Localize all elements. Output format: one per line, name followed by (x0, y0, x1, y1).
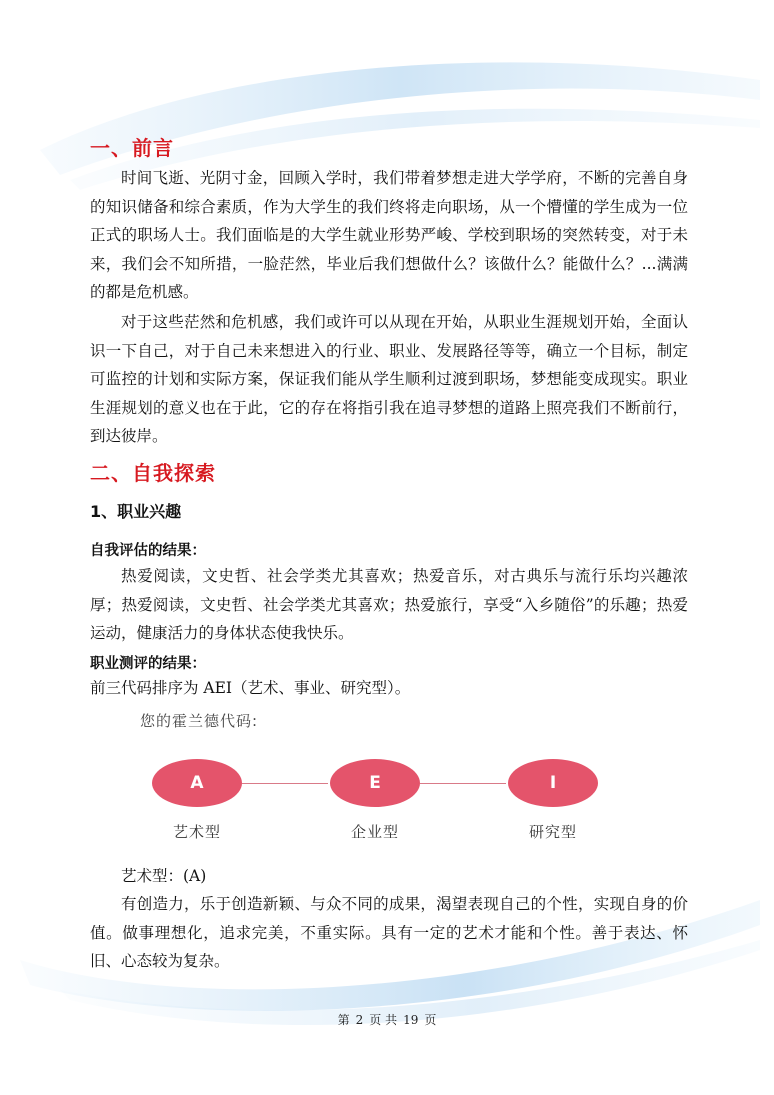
holland-code-circle-a: A (152, 759, 242, 807)
holland-code-circle-i: I (508, 759, 598, 807)
footer-middle: 页 共 (369, 1013, 398, 1027)
self-assessment-text: 热爱阅读，文史哲、社会学类尤其喜欢；热爱音乐，对古典乐与流行乐均兴趣浓厚；热爱阅读，文史哲、社会学类尤其喜欢；热爱旅行，享受“入乡随俗”的乐趣；热爱运动，健康活力的身体状态使我快乐。 (90, 567, 688, 642)
preface-paragraph-2: 对于这些茫然和危机感，我们或许可以从现在开始，从职业生涯规划开始，全面认识一下自己，对于自己未来想进入的行业、职业、发展路径等等，确立一个目标，制定可监控的计划和实际方案，保证我们能从学生顺利过渡到职场，梦想能变成现实。职业生涯规划的意义也在于此，它的存在将指引我在追寻梦想的道路上照亮我们不断前行，到达彼岸。 (90, 313, 688, 445)
holland-type-label-enterprising: 企业型 (350, 823, 399, 841)
section-heading-self-exploration: 二、自我探索 (90, 461, 216, 485)
holland-type-label-artistic: 艺术型 (172, 823, 221, 841)
section-heading-preface: 一、前言 (90, 136, 174, 160)
footer-prefix: 第 (337, 1013, 350, 1027)
holland-code-circle-e: E (330, 759, 420, 807)
page-footer (0, 1011, 774, 1028)
connector-line (242, 783, 328, 784)
connector-line (420, 783, 506, 784)
holland-type-label-investigative: 研究型 (528, 823, 577, 841)
career-test-label: 职业测评的结果： (90, 656, 206, 672)
holland-code-title: 您的霍兰德代码: (140, 712, 259, 730)
footer-suffix: 页 (424, 1013, 437, 1027)
art-type-description: 有创造力，乐于创造新颖、与众不同的成果，渴望表现自己的个性，实现自身的价值。做事理想化，追求完美，不重实际。具有一定的艺术才能和个性。善于表达、怀旧、心态较为复杂。 (90, 895, 688, 970)
subsection-heading-career-interest: 1、职业兴趣 (90, 502, 182, 521)
career-test-text: 前三代码排序为 AEI（艺术、事业、研究型）。 (90, 679, 411, 697)
holland-code-diagram (140, 710, 620, 850)
art-type-title: 艺术型：(A) (121, 867, 207, 885)
footer-total-pages: 19 (403, 1013, 419, 1027)
preface-paragraph-1: 时间飞逝、光阴寸金，回顾入学时，我们带着梦想走进大学学府，不断的完善自身的知识储备和综合素质，作为大学生的我们终将走向职场，从一个懵懂的学生成为一位正式的职场人士。我们面临是的大学生就业形势严峻、学校到职场的突然转变，对于未来，我们会不知所措，一脸茫然，毕业后我们想做什么？该做什么？能做什么？...满满的都是危机感。 (90, 169, 688, 301)
footer-page-number: 2 (355, 1013, 364, 1027)
self-assessment-label: 自我评估的结果： (90, 543, 206, 559)
